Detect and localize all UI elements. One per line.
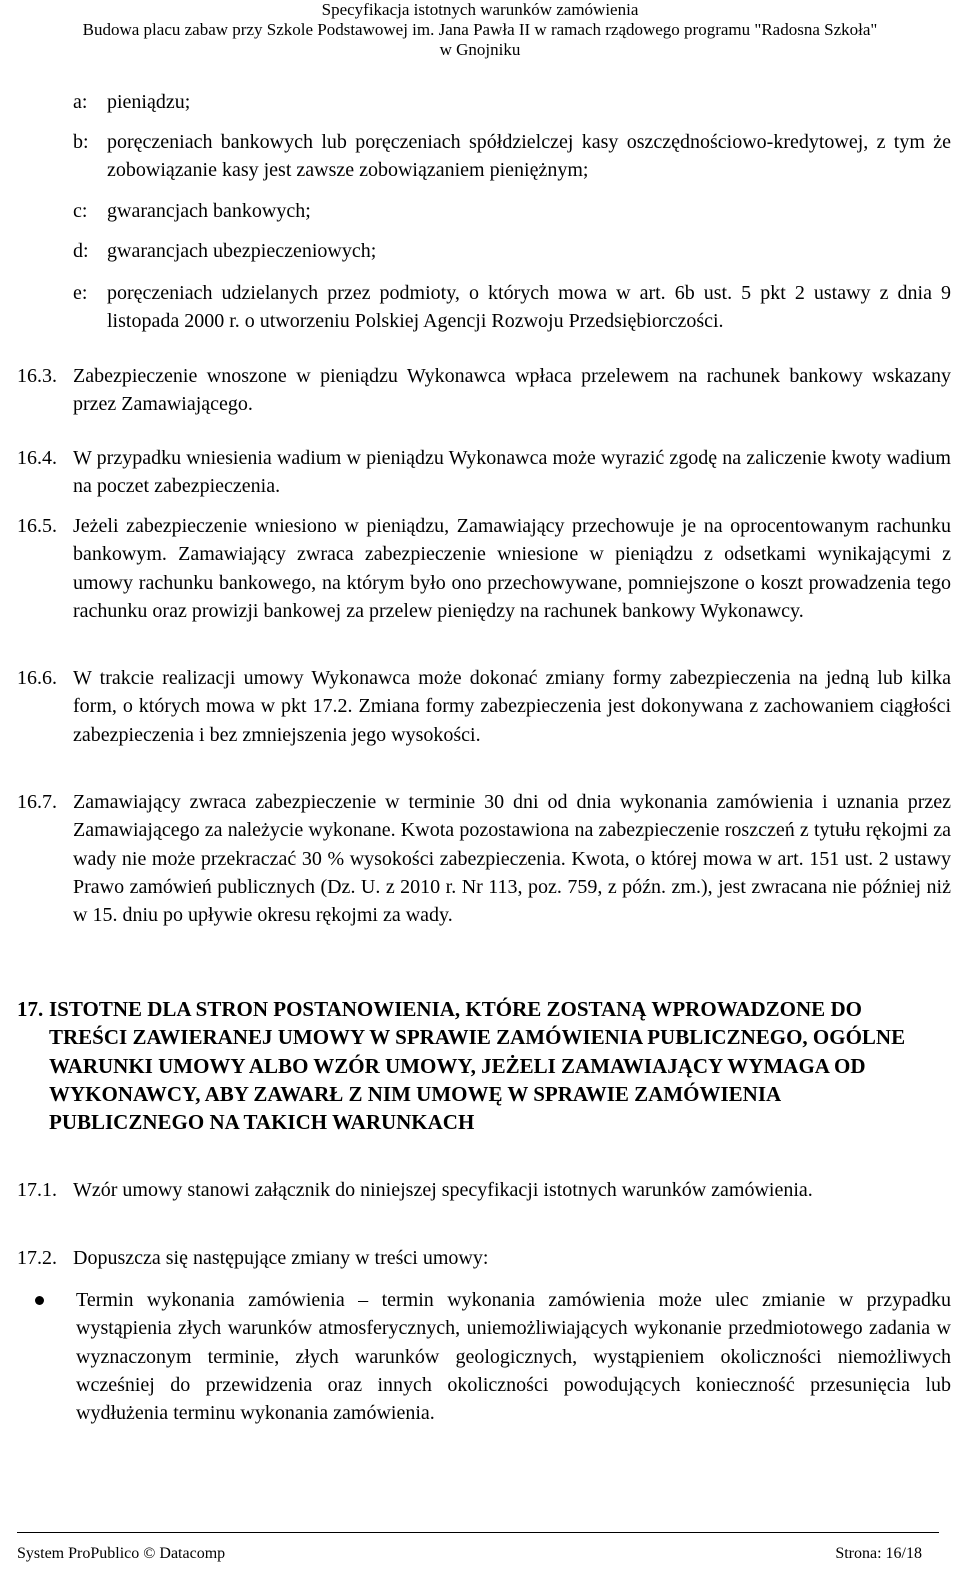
clause-number: 16.3. [17, 365, 57, 387]
item-label: d: [73, 240, 89, 262]
item-text: poręczeniach udzielanych przez podmioty, o których mowa w art. 6b ust. 5 pkt 2 ustawy z dnia 9 listopada 2000 r. o utworzeniu Polskiej Agencji Rozwoju Przedsiębiorczości. [107, 282, 951, 333]
footer-divider [17, 1532, 939, 1533]
item-label: b: [73, 131, 89, 153]
clause-text: W przypadku wniesienia wadium w pieniądzu Wykonawca może wyrazić zgodę na zaliczenie kwoty wadium na poczet zabezpieczenia. [73, 447, 951, 498]
clause-text: Wzór umowy stanowi załącznik do niniejszej specyfikacji istotnych warunków zamówienia. [73, 1179, 813, 1201]
item-text: gwarancjach bankowych; [107, 200, 311, 222]
clause-text: Jeżeli zabezpieczenie wniesiono w pieniądzu, Zamawiający przechowuje je na oprocentowanym rachunku bankowym. Zamawiający zwraca zabezpieczenie wniesione w pieniądzu z odsetkami wynikającymi z umowy rachunku bankowego, na którym było ono przechowywane, pomniejszone o koszt prowadzenia tego rachunku oraz prowizji bankowej za przelew pieniędzy na rachunek bankowy Wykonawcy. [73, 515, 951, 622]
clause-number: 16.5. [17, 515, 57, 537]
header-location: w Gnojniku [439, 40, 521, 59]
clause-text: W trakcie realizacji umowy Wykonawca może dokonać zmiany formy zabezpieczenia na jedną lub kilka form, o których mowa w pkt 17.2. Zmiana formy zabezpieczenia jest dokonywana z zachowaniem ciągłości zabezpieczenia i bez zmniejszenia jego wysokości. [73, 667, 951, 746]
section-title: ISTOTNE DLA STRON POSTANOWIENIA, KTÓRE ZOSTANĄ WPROWADZONE DO TREŚCI ZAWIERANEJ UMOWY W SPRAWIE ZAMÓWIENIA PUBLICZNEGO, OGÓLNE WARUNKI UMOWY ALBO WZÓR UMOWY, JEŻELI ZAMAWIAJĄCY WYMAGA OD WYKONAWCY, ABY ZAWARŁ Z NIM UMOWĘ W SPRAWIE ZAMÓWIENIA PUBLICZNEGO NA TAKICH WARUNKACH [49, 997, 906, 1135]
clause-number: 16.4. [17, 447, 57, 469]
clause-number: 16.6. [17, 667, 57, 689]
section-number: 17. [17, 997, 44, 1021]
document-header [0, 0, 960, 60]
clause-text: Dopuszcza się następujące zmiany w treści umowy: [73, 1247, 489, 1269]
bullet-icon [35, 1296, 44, 1305]
clause-number: 17.2. [17, 1247, 57, 1269]
clause-text: Zamawiający zwraca zabezpieczenie w terminie 30 dni od dnia wykonania zamówienia i uznania przez Zamawiającego za należycie wykonane. Kwota pozostawiona na zabezpieczenie roszczeń z tytułu rękojmi za wady nie może przekraczać 30 % wysokości zabezpieczenia. Kwota, o której mowa w art. 151 ust. 2 ustawy Prawo zamówień publicznych (Dz. U. z 2010 r. Nr 113, poz. 759, z późn. zm.), jest zwracana nie później niż w 15. dniu po upływie okresu rękojmi za wady. [73, 791, 951, 927]
footer-copyright: System ProPublico © Datacomp [17, 1545, 226, 1562]
item-text: gwarancjach ubezpieczeniowych; [107, 240, 377, 262]
clause-number: 17.1. [17, 1179, 57, 1201]
item-text: poręczeniach bankowych lub poręczeniach spółdzielczej kasy oszczędnościowo-kredytowej, z tym że zobowiązanie kasy jest zawsze zobowiązaniem pieniężnym; [107, 131, 951, 182]
item-label: a: [73, 91, 88, 113]
item-text: pieniądzu; [107, 91, 191, 113]
footer-page-number: Strona: 16/18 [835, 1545, 922, 1562]
item-label: c: [73, 200, 88, 222]
bullet-text: Termin wykonania zamówienia – termin wykonania zamówienia może ulec zmianie w przypadku wystąpienia złych warunków atmosferycznych, uniemożliwiających wykonanie przedmiotowego zadania w wyznaczonym terminie, złych warunków geologicznych, wystąpieniem okoliczności niemożliwych wcześniej do przewidzenia oraz innych okoliczności powodujących konieczność przesunięcia lub wydłużenia terminu wykonania zamówienia. [76, 1289, 951, 1425]
header-subtitle: Budowa placu zabaw przy Szkole Podstawowej im. Jana Pawła II w ramach rządowego programu "Radosna Szkoła" [82, 20, 878, 39]
header-title: Specyfikacja istotnych warunków zamówienia [321, 0, 639, 19]
item-label: e: [73, 282, 88, 304]
clause-text: Zabezpieczenie wnoszone w pieniądzu Wykonawca wpłaca przelewem na rachunek bankowy wskazany przez Zamawiającego. [73, 365, 951, 416]
clause-number: 16.7. [17, 791, 57, 813]
